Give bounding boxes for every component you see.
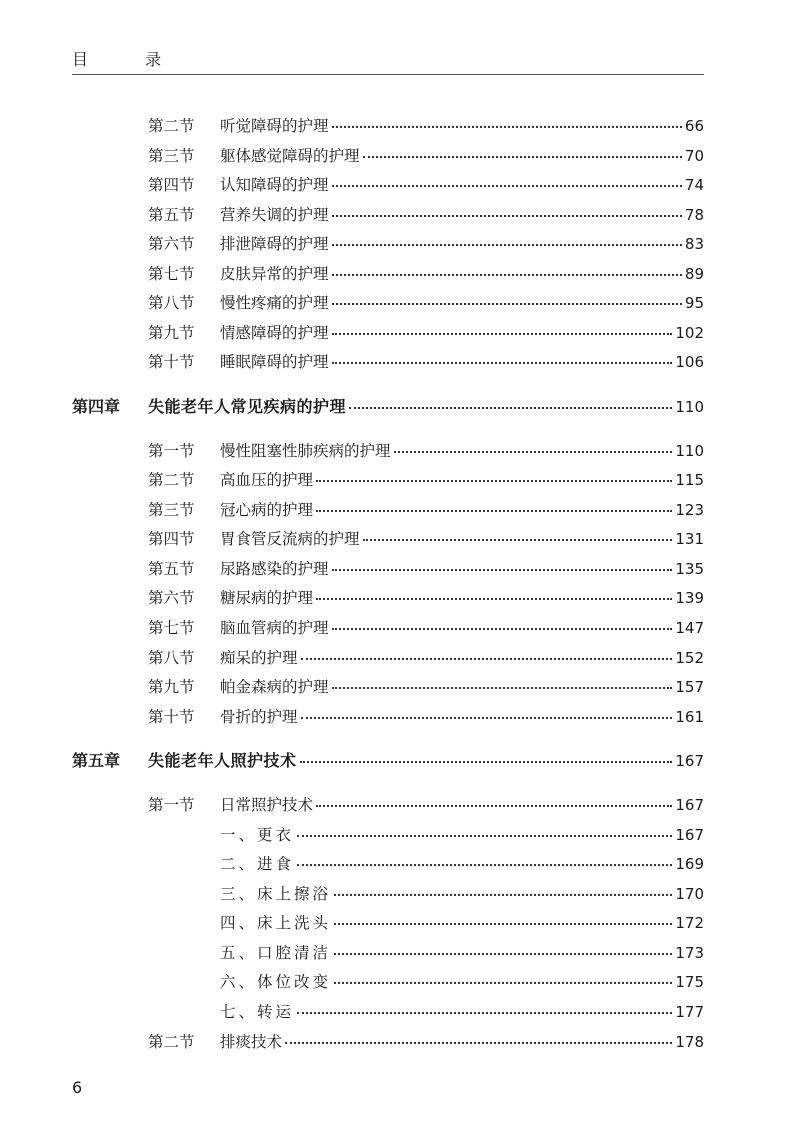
toc-entry-page: 147 — [675, 619, 704, 637]
toc-entry-page: 78 — [684, 206, 704, 224]
toc-entry-title: 糖尿病的护理 — [220, 589, 314, 607]
toc-entry-number: 第二节 — [148, 117, 195, 135]
toc-section-entry[interactable] — [148, 205, 704, 225]
toc-entry-title: 认知障碍的护理 — [220, 176, 329, 194]
toc-section-entry[interactable] — [148, 293, 704, 313]
toc-section-entry[interactable] — [148, 529, 704, 549]
toc-entry-title: 日常照护技术 — [220, 796, 314, 814]
dot-leader — [332, 184, 682, 187]
toc-entry-number: 第七节 — [148, 265, 195, 283]
toc-entry-title: 听觉障碍的护理 — [220, 117, 329, 135]
toc-section-entry[interactable] — [148, 1032, 704, 1052]
toc-entry-page: 89 — [684, 265, 704, 283]
toc-entry-title: 脑血管病的护理 — [220, 619, 329, 637]
toc-section-entry[interactable] — [148, 648, 704, 668]
dot-leader — [316, 597, 672, 600]
toc-entry-title: 皮肤异常的护理 — [220, 265, 329, 283]
toc-entry-number: 第五节 — [148, 560, 195, 578]
dot-leader — [300, 760, 673, 763]
dot-leader — [334, 922, 672, 925]
toc-entry-page: 110 — [675, 442, 704, 460]
toc-entry-title: 四、床上洗头 — [220, 914, 332, 932]
toc-entry-page: 102 — [675, 324, 704, 342]
toc-entry-title: 七、转运 — [220, 1003, 295, 1021]
toc-entry-number: 第八节 — [148, 294, 195, 312]
dot-leader — [363, 538, 673, 541]
page-header-title: 目 录 — [72, 50, 188, 69]
toc-entry-number: 第三节 — [148, 147, 195, 165]
toc-entry-page: 177 — [675, 1003, 704, 1021]
toc-entry-page: 167 — [675, 796, 704, 814]
toc-entry-page: 169 — [675, 855, 704, 873]
toc-section-entry[interactable] — [148, 500, 704, 520]
toc-entry-page: 161 — [675, 708, 704, 726]
toc-entry-title: 失能老年人常见疾病的护理 — [148, 397, 347, 416]
toc-entry-page: 175 — [675, 973, 704, 991]
dot-leader — [394, 450, 673, 453]
toc-entry-page: 170 — [675, 885, 704, 903]
toc-subitem-entry[interactable] — [220, 913, 704, 933]
toc-entry-title: 二、进食 — [220, 855, 295, 873]
toc-section-entry[interactable] — [148, 618, 704, 638]
toc-entry-page: 131 — [675, 530, 704, 548]
toc-entry-number: 第八节 — [148, 649, 195, 667]
toc-entry-page: 139 — [675, 589, 704, 607]
toc-entry-number: 第七节 — [148, 619, 195, 637]
toc-entry-number: 第四节 — [148, 176, 195, 194]
toc-entry-page: 167 — [675, 752, 704, 770]
dot-leader — [332, 332, 673, 335]
toc-section-entry[interactable] — [148, 470, 704, 490]
dot-leader — [316, 509, 672, 512]
toc-entry-page: 172 — [675, 914, 704, 932]
toc-section-entry[interactable] — [148, 264, 704, 284]
toc-subitem-entry[interactable] — [220, 972, 704, 992]
dot-leader — [297, 863, 672, 866]
toc-section-entry[interactable] — [148, 146, 704, 166]
toc-entry-title: 营养失调的护理 — [220, 206, 329, 224]
header-rule — [72, 74, 704, 75]
toc-section-entry[interactable] — [148, 323, 704, 343]
dot-leader — [334, 893, 672, 896]
toc-entry-title: 慢性阻塞性肺疾病的护理 — [220, 442, 391, 460]
toc-entry-title: 六、体位改变 — [220, 973, 332, 991]
toc-section-entry[interactable] — [148, 175, 704, 195]
dot-leader — [297, 1011, 672, 1014]
dot-leader — [349, 406, 672, 409]
dot-leader — [285, 1041, 672, 1044]
toc-section-entry[interactable] — [148, 234, 704, 254]
toc-entry-page: 167 — [675, 826, 704, 844]
dot-leader — [363, 155, 682, 158]
toc-section-entry[interactable] — [148, 707, 704, 727]
toc-subitem-entry[interactable] — [220, 1002, 704, 1022]
toc-section-entry[interactable] — [148, 795, 704, 815]
toc-entry-page: 70 — [684, 147, 704, 165]
toc-entry-page: 152 — [675, 649, 704, 667]
toc-entry-number: 第十节 — [148, 353, 195, 371]
dot-leader — [334, 952, 672, 955]
toc-entry-title: 躯体感觉障碍的护理 — [220, 147, 360, 165]
toc-entry-number: 第五章 — [72, 751, 121, 770]
dot-leader — [301, 657, 673, 660]
toc-section-entry[interactable] — [148, 116, 704, 136]
toc-entry-page: 123 — [675, 501, 704, 519]
toc-entry-number: 第三节 — [148, 501, 195, 519]
dot-leader — [334, 981, 672, 984]
toc-entry-number: 第五节 — [148, 206, 195, 224]
toc-entry-page: 74 — [684, 176, 704, 194]
toc-entry-title: 骨折的护理 — [220, 708, 298, 726]
toc-entry-number: 第二节 — [148, 1033, 195, 1051]
toc-entry-number: 第六节 — [148, 589, 195, 607]
toc-entry-title: 情感障碍的护理 — [220, 324, 329, 342]
toc-entry-number: 第九节 — [148, 678, 195, 696]
toc-entry-title: 帕金森病的护理 — [220, 678, 329, 696]
toc-entry-title: 尿路感染的护理 — [220, 560, 329, 578]
dot-leader — [332, 214, 682, 217]
dot-leader — [332, 125, 682, 128]
toc-subitem-entry[interactable] — [220, 884, 704, 904]
toc-entry-number: 第四章 — [72, 397, 121, 416]
toc-entry-number: 第六节 — [148, 235, 195, 253]
dot-leader — [301, 716, 673, 719]
toc-entry-page: 95 — [684, 294, 704, 312]
toc-section-entry[interactable] — [148, 559, 704, 579]
dot-leader — [316, 804, 672, 807]
dot-leader — [332, 302, 682, 305]
toc-entry-page: 157 — [675, 678, 704, 696]
toc-chapter-entry[interactable] — [72, 751, 704, 771]
dot-leader — [297, 834, 672, 837]
toc-section-entry[interactable] — [148, 441, 704, 461]
page-number: 6 — [72, 1078, 83, 1097]
toc-subitem-entry[interactable] — [220, 825, 704, 845]
toc-subitem-entry[interactable] — [220, 943, 704, 963]
toc-subitem-entry[interactable] — [220, 854, 704, 874]
toc-entry-title: 睡眠障碍的护理 — [220, 353, 329, 371]
toc-entry-page: 66 — [684, 117, 704, 135]
toc-entry-title: 胃食管反流病的护理 — [220, 530, 360, 548]
toc-entry-title: 高血压的护理 — [220, 471, 314, 489]
toc-entry-page: 173 — [675, 944, 704, 962]
toc-section-entry[interactable] — [148, 677, 704, 697]
dot-leader — [332, 686, 673, 689]
toc-entry-title: 排痰技术 — [220, 1033, 283, 1051]
toc-entry-page: 115 — [675, 471, 704, 489]
toc-entry-page: 110 — [675, 398, 704, 416]
toc-entry-page: 106 — [675, 353, 704, 371]
toc-section-entry[interactable] — [148, 588, 704, 608]
dot-leader — [332, 273, 682, 276]
toc-entry-page: 83 — [684, 235, 704, 253]
toc-entry-number: 第九节 — [148, 324, 195, 342]
toc-entry-title: 痴呆的护理 — [220, 649, 298, 667]
toc-entry-number: 第一节 — [148, 796, 195, 814]
toc-entry-number: 第一节 — [148, 442, 195, 460]
dot-leader — [332, 243, 682, 246]
toc-entry-title: 排泄障碍的护理 — [220, 235, 329, 253]
toc-entry-page: 135 — [675, 560, 704, 578]
toc-entry-title: 慢性疼痛的护理 — [220, 294, 329, 312]
toc-entry-number: 第十节 — [148, 708, 195, 726]
toc-section-entry[interactable] — [148, 352, 704, 372]
toc-entry-number: 第四节 — [148, 530, 195, 548]
toc-entry-title: 冠心病的护理 — [220, 501, 314, 519]
dot-leader — [332, 627, 673, 630]
toc-entry-title: 失能老年人照护技术 — [148, 751, 297, 770]
toc-entry-title: 五、口腔清洁 — [220, 944, 332, 962]
dot-leader — [332, 361, 673, 364]
dot-leader — [316, 479, 672, 482]
toc-chapter-entry[interactable] — [72, 397, 704, 417]
toc-entry-title: 三、床上擦浴 — [220, 885, 332, 903]
dot-leader — [332, 568, 673, 571]
toc-entry-number: 第二节 — [148, 471, 195, 489]
toc-entry-page: 178 — [675, 1033, 704, 1051]
toc-entry-title: 一、更衣 — [220, 826, 295, 844]
